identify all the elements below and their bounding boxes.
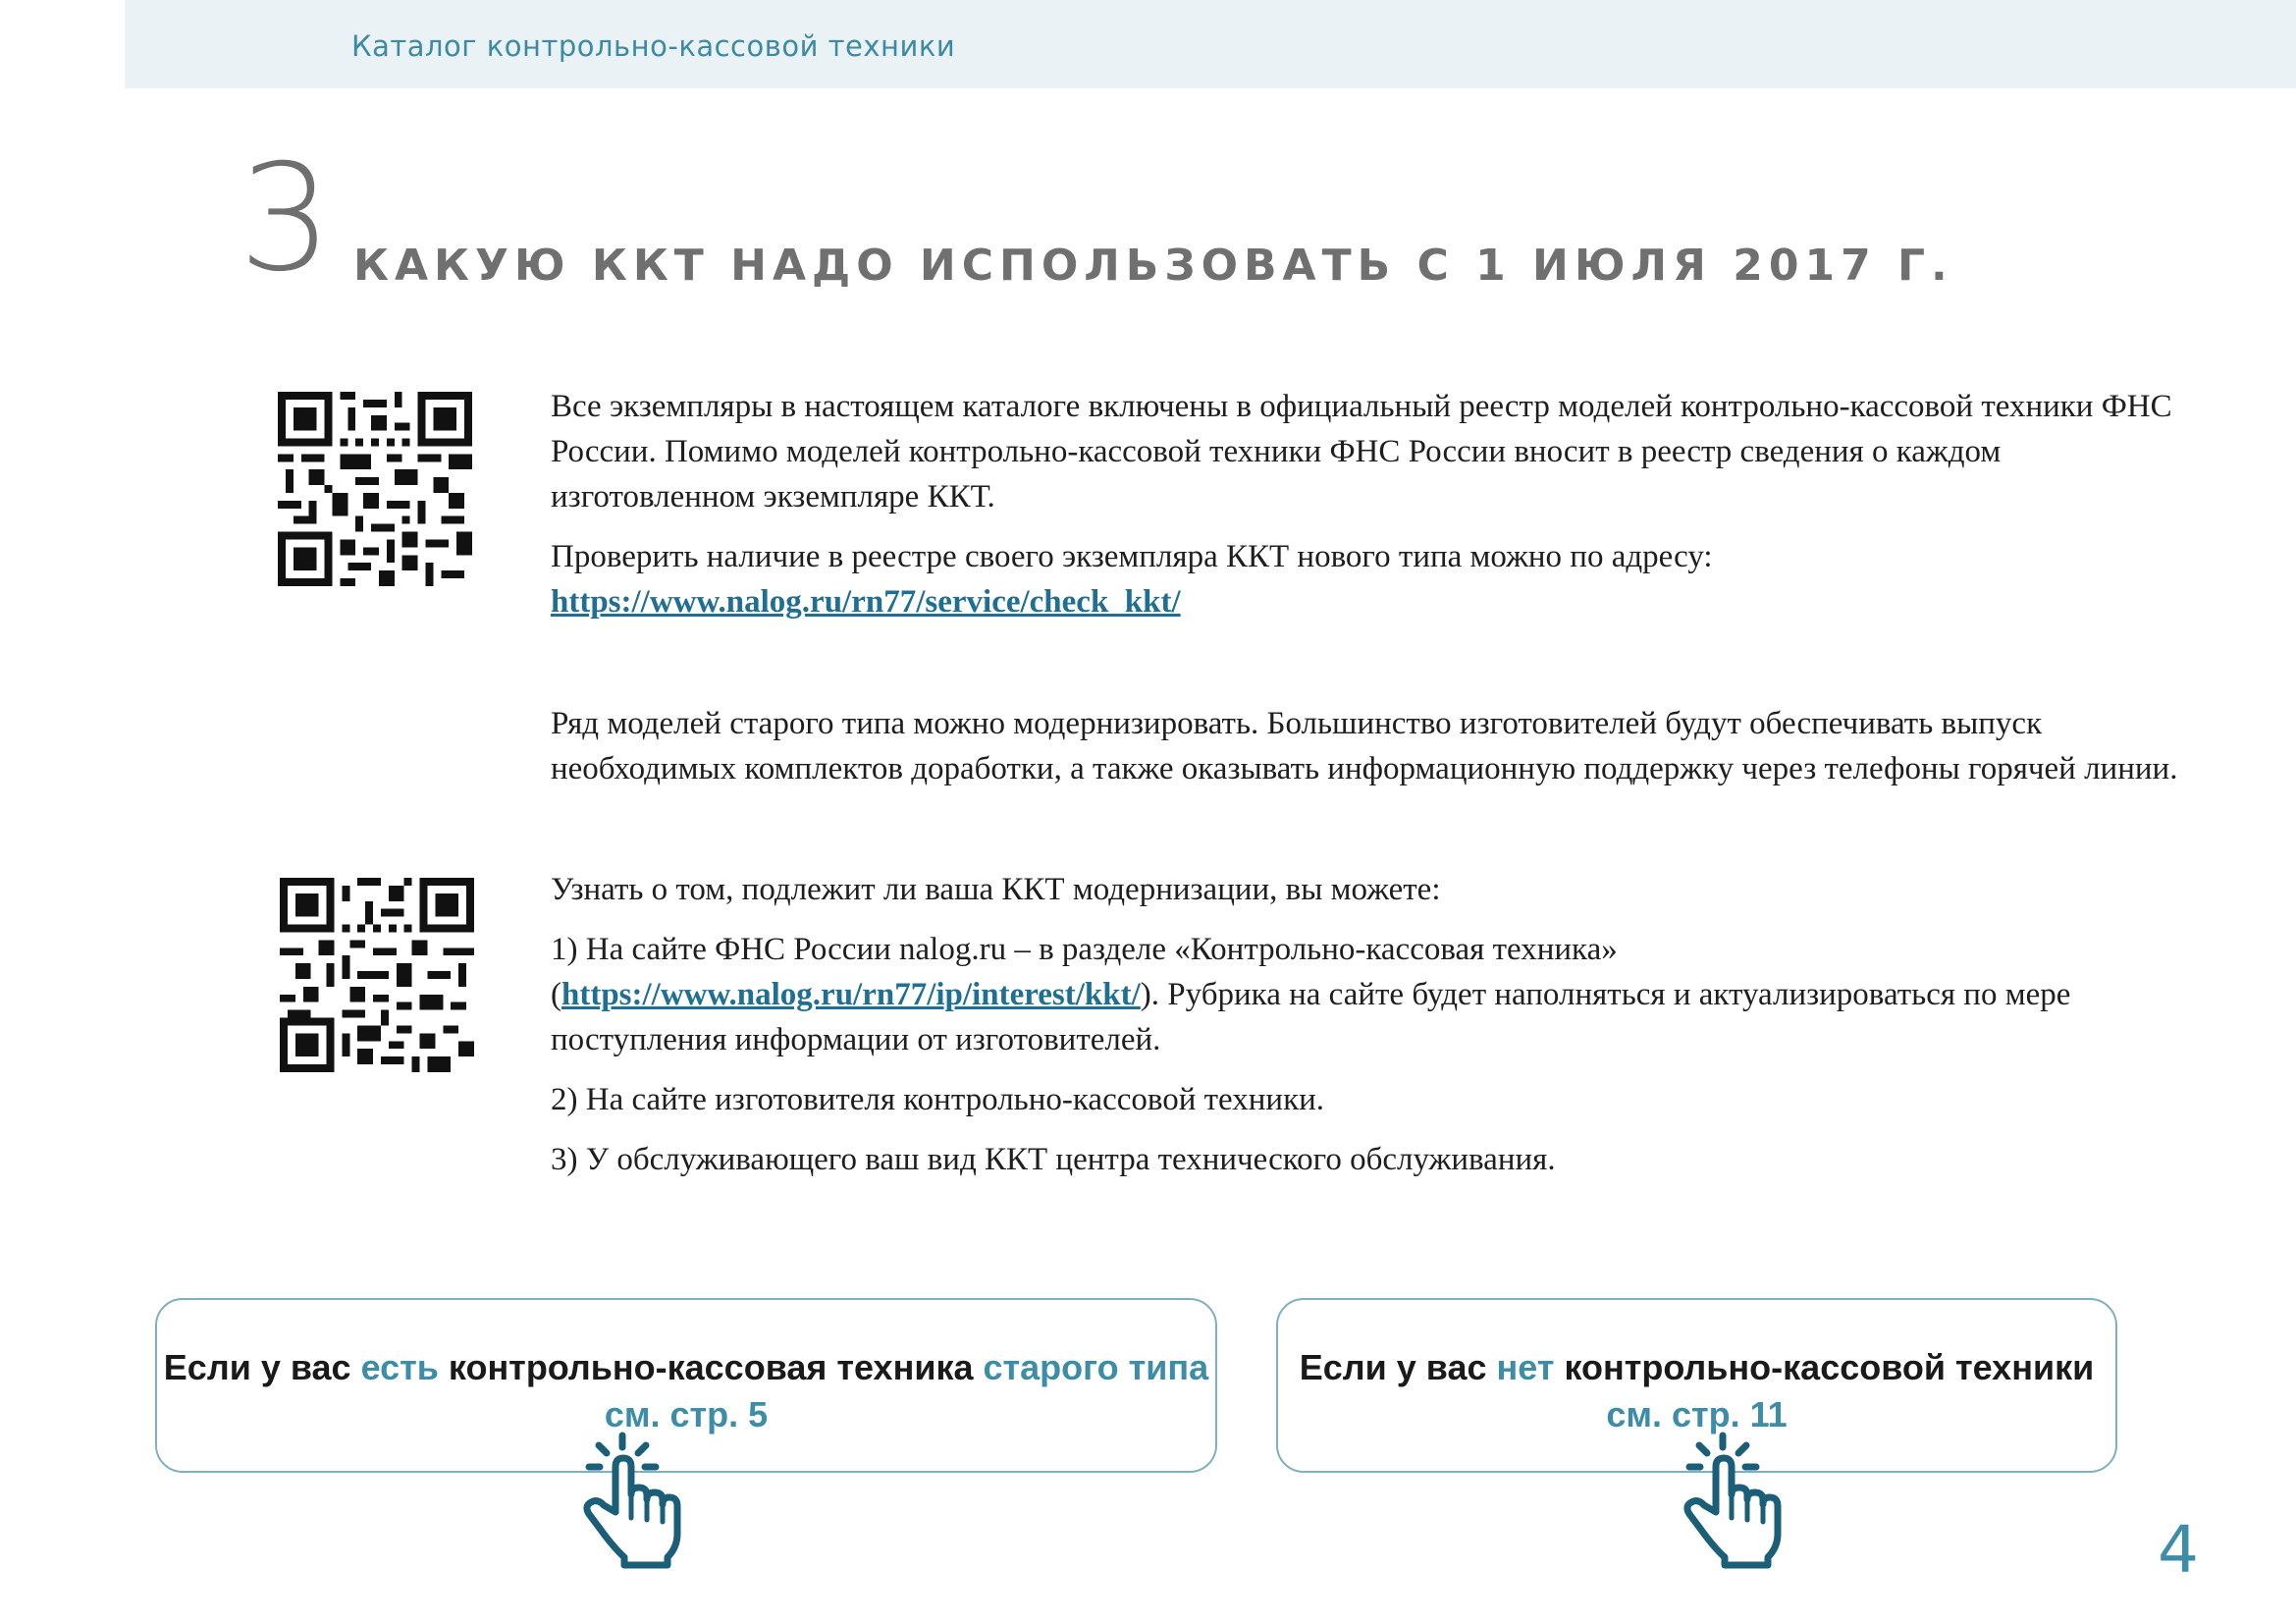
section-number: 3 [239,134,333,304]
modernization-paragraph: Ряд моделей старого типа можно модернизировать. Большинство изготовителей будут обеспечивать выпуск необходимых комплектов доработки, а также оказывать информационную поддержку через телефоны горячей линии. [551,706,2178,786]
option-1-text: 1) На сайте ФНС России nalog.ru – в разделе «Контрольно-кассовая техника» ( [551,932,1618,1012]
pointing-hand-icon[interactable] [1680,1432,1788,1569]
check-registry-text: Проверить наличие в реестре своего экземпляра ККТ нового типа можно по адресу: [551,539,1713,574]
interest-kkt-link[interactable]: https://www.nalog.ru/rn77/ip/interest/kkt/ [561,977,1141,1012]
callout-no-kkt-page-ref[interactable]: см. стр. 11 [1606,1394,1788,1435]
modernization-info-block [551,701,2180,806]
qr-code-icon [280,878,474,1072]
callout-text: контрольно-кассовой техники [1554,1347,2095,1387]
qr-code-graphic [278,392,472,586]
how-to-check-intro: Узнать о том, подлежит ли ваша ККТ модернизации, вы можете: [551,872,1441,907]
callout-old-type-text [157,1347,1215,1388]
option-2: 2) На сайте изготовителя контрольно-кассовой техники. [551,1082,1325,1117]
callout-old-type-page-ref[interactable]: см. стр. 5 [604,1394,769,1435]
pointing-hand-graphic [1680,1432,1788,1569]
callout-no-kkt-text [1278,1347,2115,1388]
check-registry-paragraph [551,534,2180,624]
check-kkt-link[interactable]: https://www.nalog.ru/rn77/service/check_kkt/ [551,584,1181,620]
callout-text: Если у вас [163,1347,361,1387]
callout-accent: есть [360,1347,439,1387]
registry-info-block [551,384,2180,639]
section-title: КАКУЮ ККТ НАДО ИСПОЛЬЗОВАТЬ С 1 ИЮЛЯ 2017 Г. [353,241,1953,291]
qr-code-graphic [280,878,474,1072]
header-title: Каталог контрольно-кассовой техники [351,29,956,63]
option-3: 3) У обслуживающего ваш вид ККТ центра технического обслуживания. [551,1142,1556,1177]
how-to-check-block [551,867,2200,1197]
option-1 [551,927,2200,1062]
registry-paragraph: Все экземпляры в настоящем каталоге включены в официальный реестр моделей контрольно-кассовой техники ФНС России. Помимо моделей контрольно-кассовой техники ФНС России вносит в реестр сведения о каждом изготовленном экземпляре ККТ. [551,389,2172,514]
callout-text: контрольно-кассовая техника [438,1347,984,1387]
qr-code-icon [278,392,472,586]
pointing-hand-icon[interactable] [579,1432,687,1569]
callout-accent: нет [1496,1347,1555,1387]
callout-text: Если у вас [1299,1347,1497,1387]
callout-accent: старого типа [983,1347,1209,1387]
page-number: 4 [2158,1512,2199,1588]
pointing-hand-graphic [579,1432,687,1569]
option-1-text-after: ). Рубрика на сайте будет наполняться и актуализироваться по мере поступления информации от изготовителей. [551,977,2071,1057]
